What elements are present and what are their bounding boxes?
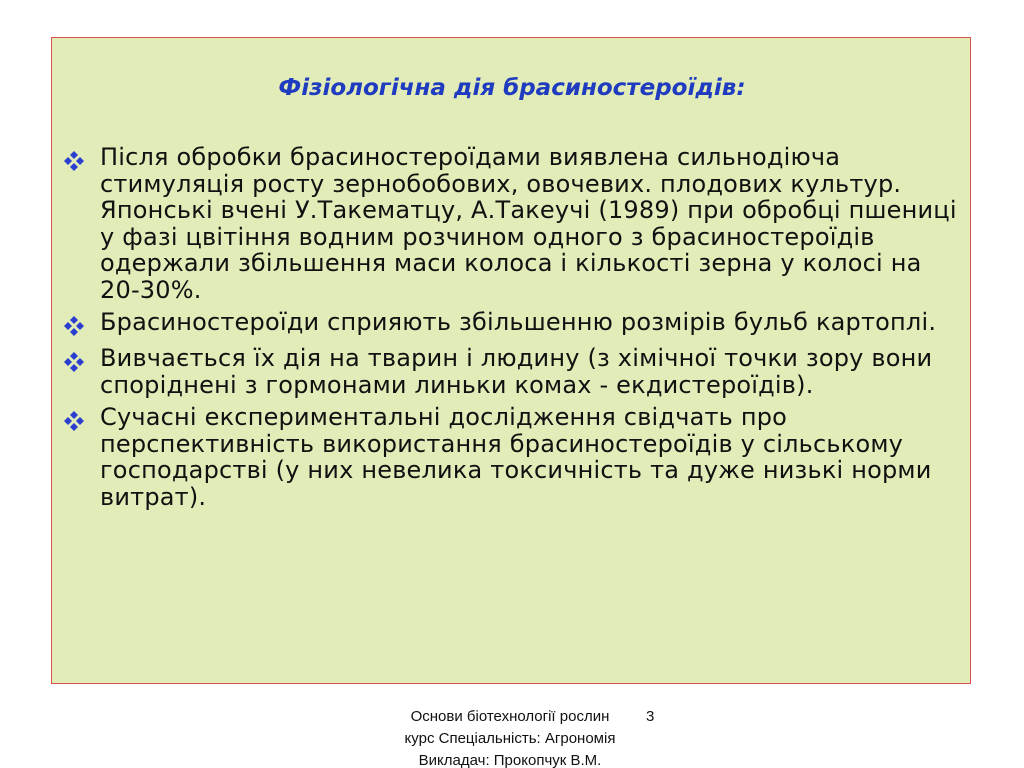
bullet-text: Після обробки брасиностероїдами виявлена сильнодіюча стимуляція росту зернобобових, овочевих. плодових культур. Японські вчені У.Такематцу, А.Такеучі (1989) при обробці пшениці у фазі цвітіння водним розчином одного з брасиностероїдів одержали збільшення маси колоса і кількості зерна у колосі на 20-30%. — [100, 143, 957, 304]
footer-specialty: курс Спеціальність: Агрономія — [404, 730, 616, 747]
footer-course-title — [340, 706, 680, 728]
page-number: 3 — [646, 708, 655, 725]
bullet-item — [64, 309, 964, 339]
four-diamond-bullet-icon — [64, 144, 100, 174]
bullet-item — [64, 404, 964, 510]
footer-course-name: Основи біотехнології рослин — [410, 708, 610, 725]
bullet-text: Вивчається їх дія на тварин і людину (з хімічної точки зору вони споріднені з гормонами линьки комах - екдистероїдів). — [100, 344, 933, 399]
slide-title: Фізіологічна дія брасиностероїдів: — [278, 75, 746, 101]
bullet-list — [64, 144, 964, 516]
bullet-text: Брасиностероїди сприяють збільшенню розмірів бульб картоплі. — [100, 308, 937, 336]
bullet-item — [64, 144, 964, 303]
four-diamond-bullet-icon — [64, 309, 100, 339]
footer-lecturer: Викладач: Прокопчук В.М. — [418, 752, 602, 768]
four-diamond-bullet-icon — [64, 345, 100, 375]
bullet-item — [64, 345, 964, 398]
bullet-text: Сучасні експериментальні дослідження свідчать про перспективність використання брасиностероїдів у сільському господарстві (у них невелика токсичність та дуже низькі норми витрат). — [100, 403, 932, 511]
four-diamond-bullet-icon — [64, 404, 100, 434]
slide-footer — [340, 706, 680, 768]
